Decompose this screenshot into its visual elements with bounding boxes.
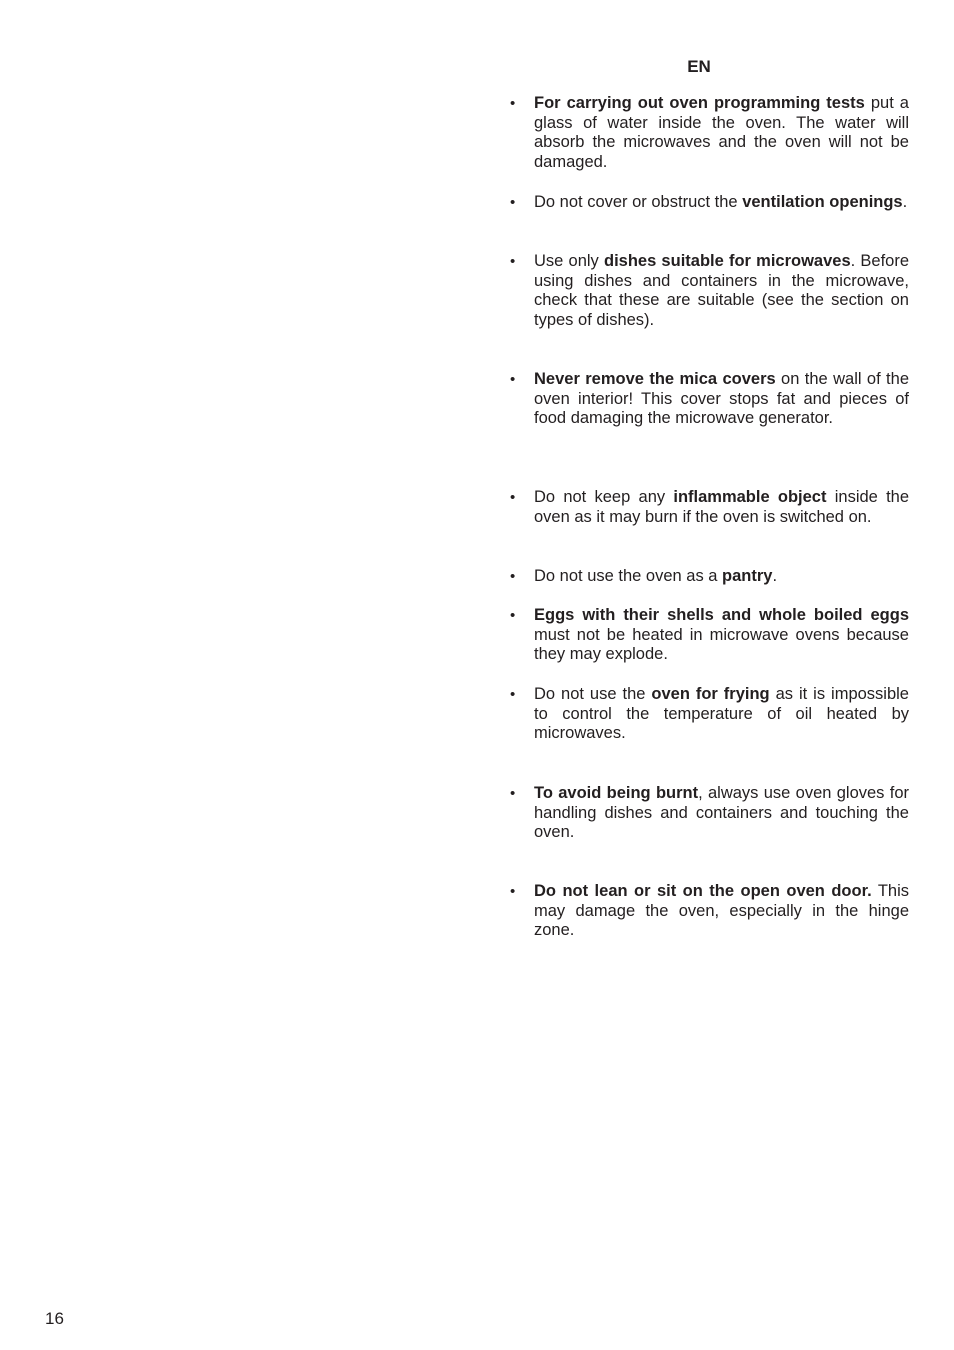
emphasis: For carrying out oven programming tests — [534, 94, 865, 112]
body: inside the oven as it may burn if the oven is switched on. — [534, 488, 910, 526]
body: . — [772, 567, 778, 585]
lead: Do not cover or obstruct the — [534, 193, 743, 211]
item-text — [534, 882, 909, 941]
emphasis: oven for frying — [651, 685, 770, 703]
safety-item-oven-door — [510, 882, 909, 941]
item-text — [534, 567, 909, 587]
safety-item-inflammable — [510, 488, 909, 527]
item-text — [534, 370, 909, 429]
safety-item-test-glass — [510, 94, 909, 173]
emphasis: pantry — [722, 567, 773, 585]
lead: Do not use the oven as a — [534, 567, 723, 585]
bullet: • — [510, 883, 516, 900]
safety-item-burns — [510, 784, 909, 843]
bullet: • — [510, 194, 516, 211]
item-text — [534, 685, 909, 744]
emphasis: To avoid being burnt — [534, 784, 699, 802]
emphasis: Eggs with their shells and whole boiled eggs — [534, 606, 909, 624]
page-number: 16 — [45, 1309, 64, 1328]
safety-item-mica-covers — [510, 370, 909, 429]
safety-item-eggs — [510, 606, 909, 665]
emphasis: Never remove the mica covers — [534, 370, 776, 388]
bullet: • — [510, 686, 516, 703]
safety-item-ventilation — [510, 193, 909, 213]
bullet: • — [510, 253, 516, 270]
bullet: • — [510, 95, 516, 112]
body: put a glass of water inside the oven. The water will absorb the microwaves and the oven will not be damaged. — [534, 94, 909, 172]
bullet: • — [510, 489, 516, 506]
bullet: • — [510, 568, 516, 585]
body: must not be heated in microwave ovens because they may explode. — [534, 625, 909, 664]
language-tag: EN — [687, 57, 711, 76]
item-text — [534, 606, 909, 665]
emphasis: Do not lean or sit on the open oven door. — [534, 882, 872, 900]
emphasis: dishes suitable for microwaves — [603, 252, 851, 270]
item-text — [534, 488, 909, 527]
body: This may damage the oven, especially in the hinge zone. — [534, 882, 909, 940]
item-text — [534, 252, 909, 331]
safety-item-pantry — [510, 567, 909, 587]
body: , always use oven gloves for handling dishes and containers and touching the oven. — [534, 784, 909, 842]
bullet: • — [510, 371, 516, 388]
bullet: • — [510, 785, 516, 802]
safety-item-dishes — [510, 252, 909, 331]
lead: Do not use the — [534, 685, 652, 703]
item-text — [534, 784, 909, 843]
emphasis: inflammable object — [673, 488, 827, 506]
bullet: • — [510, 607, 516, 624]
lead: Use only — [534, 252, 604, 270]
body: as it is impossible to control the temperature of oil heated by microwaves. — [534, 685, 909, 743]
body: . — [902, 193, 908, 211]
item-text — [534, 94, 909, 173]
lead: Do not keep any — [534, 488, 674, 506]
body: on the wall of the oven interior! This cover stops fat and pieces of food damaging the microwave generator. — [534, 370, 909, 428]
item-text — [534, 193, 909, 213]
safety-item-frying — [510, 685, 909, 744]
emphasis: ventilation openings — [742, 193, 903, 211]
body: . Before using dishes and containers in the microwave, check that these are suitable (see the section on types of dishes). — [534, 252, 910, 330]
